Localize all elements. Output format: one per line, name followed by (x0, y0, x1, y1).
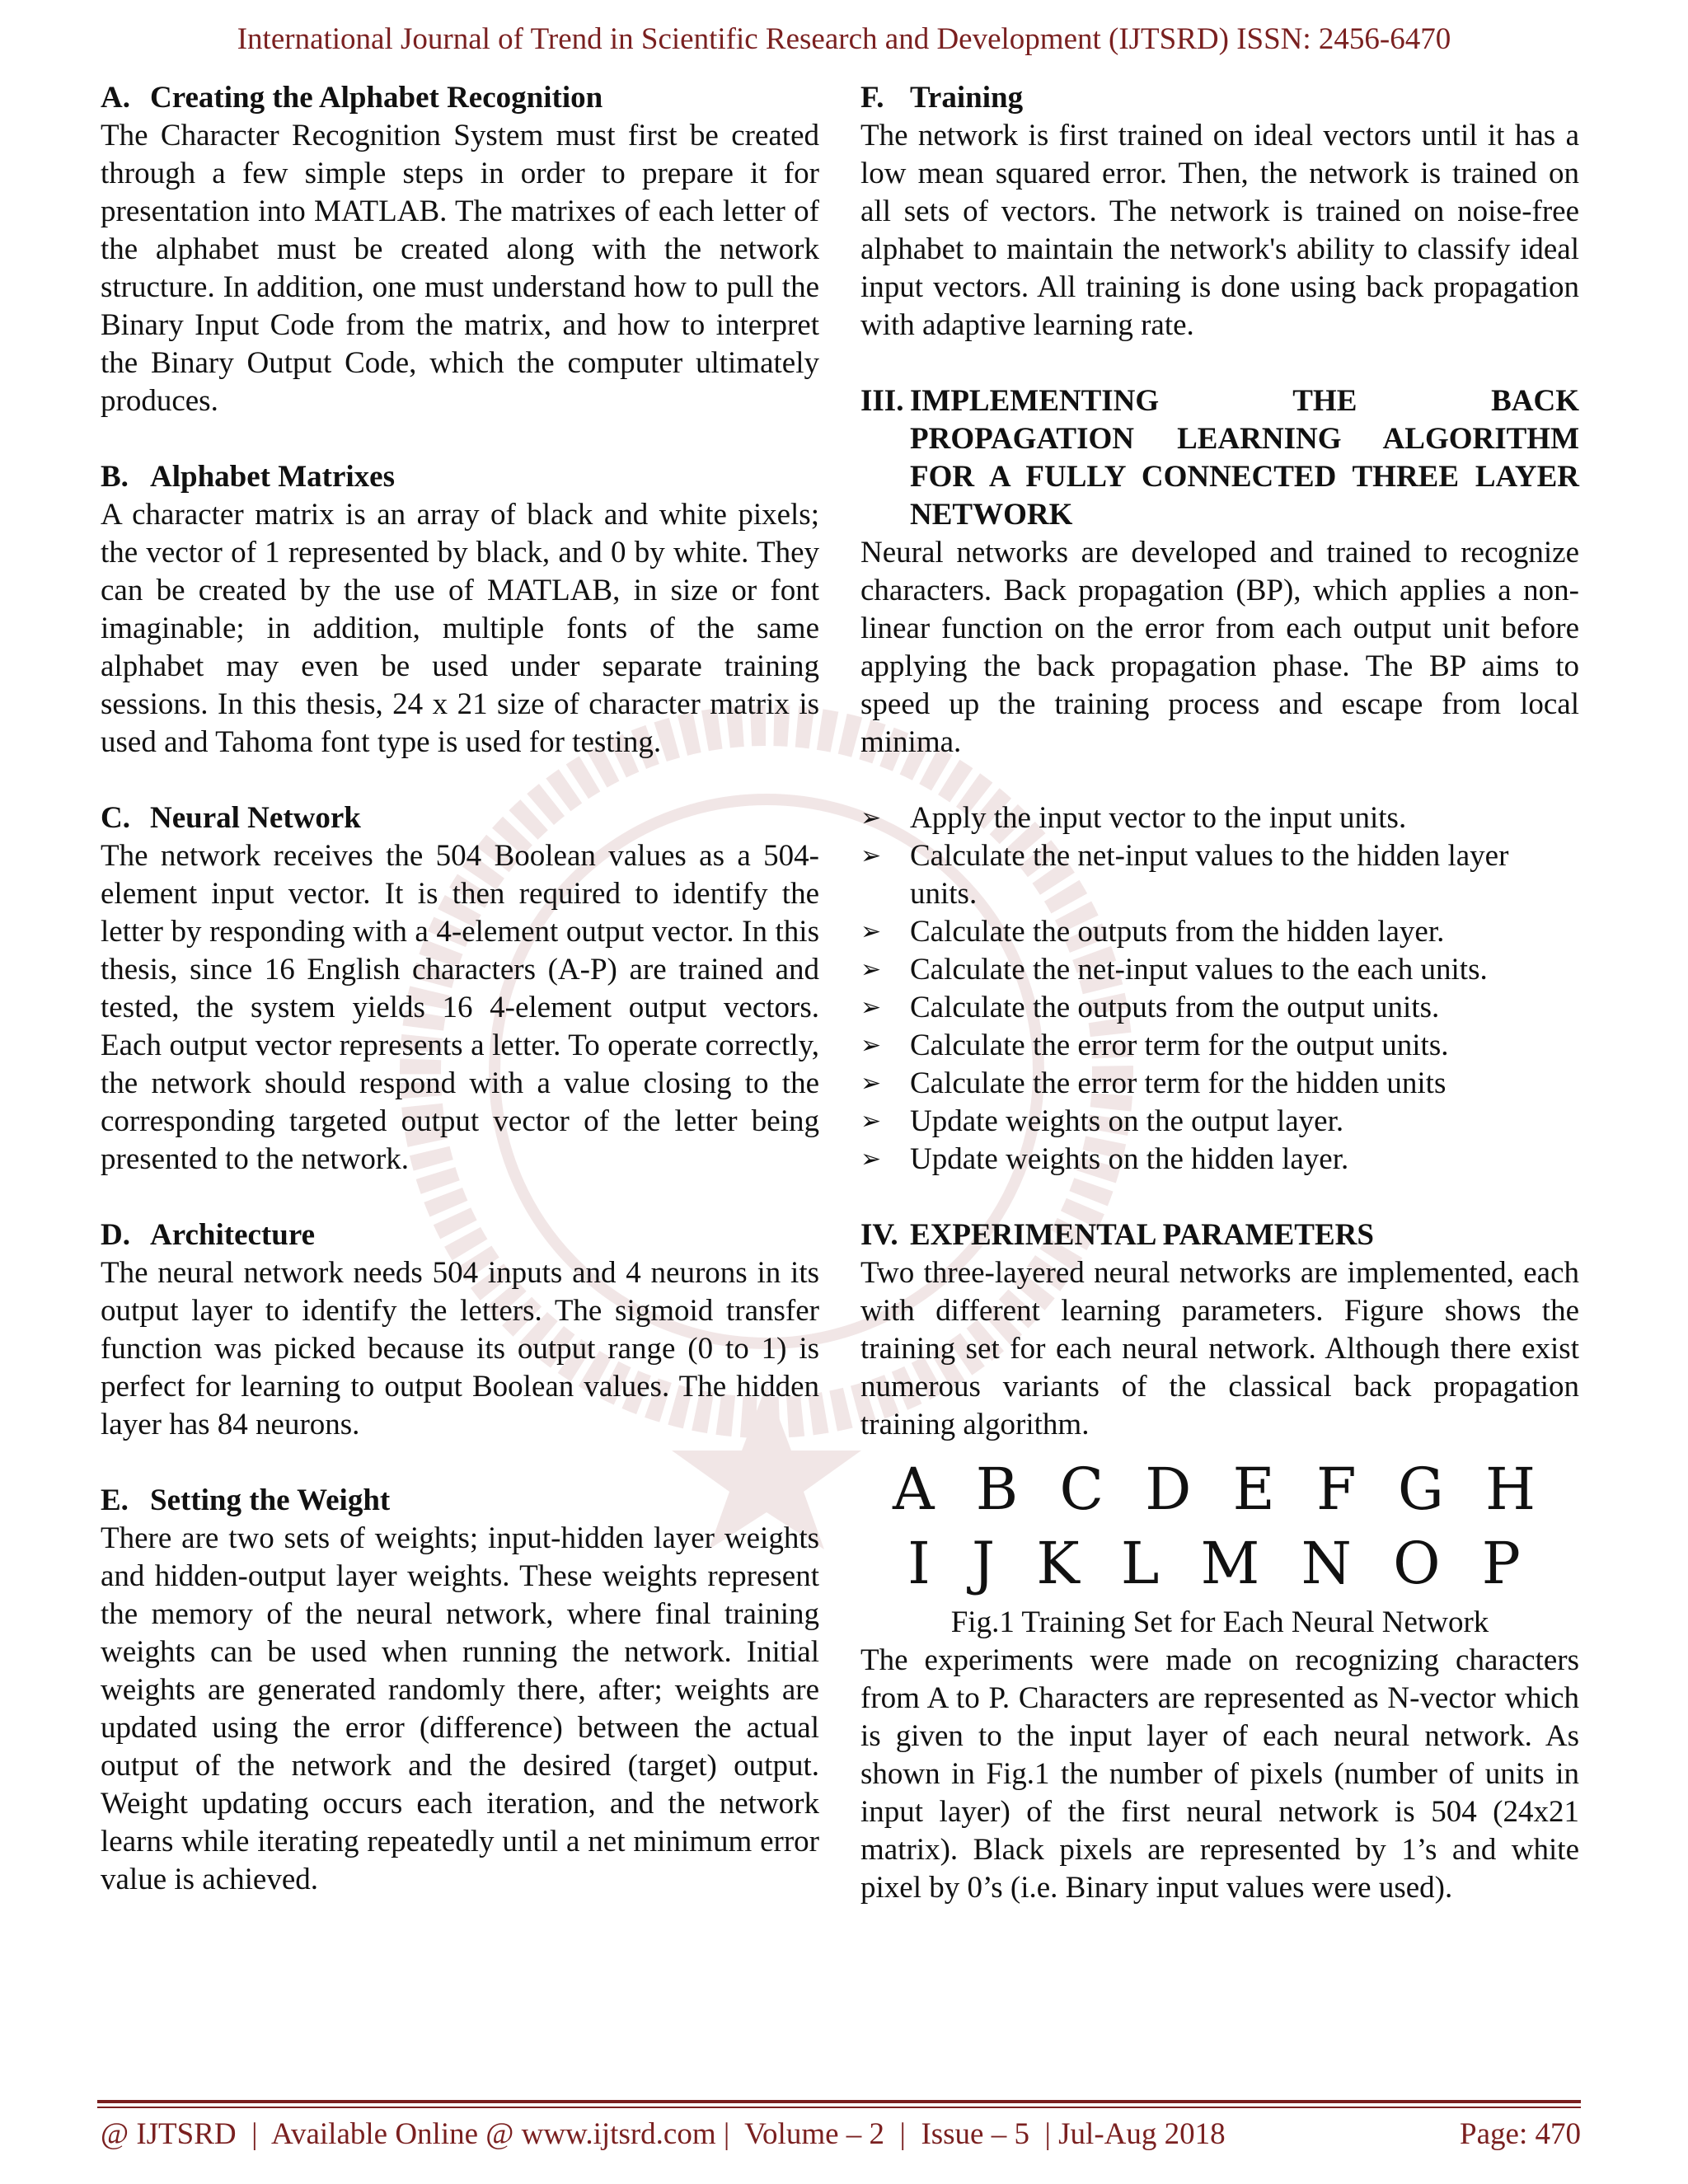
section-c-body: The network receives the 504 Boolean values as a 504-element input vector. It is then required to identify the letter by responding with a 4-element output vector. In this thesis, since 16 English characters (A-P) are trained and tested, the system yields 16 4-element output vectors. Each output vector represents a letter. To operate correctly, the network should respond with a value closing to the corresponding targeted output vector of the letter being presented to the network. (101, 839, 819, 1176)
section-iv-heading (860, 1216, 1579, 1254)
arrow-bullet-icon: ➢ (860, 841, 882, 870)
section-b-heading (101, 458, 819, 496)
list-item (860, 1065, 1579, 1103)
section-iii-title-rest: PROPAGATION LEARNING ALGORITHM FOR A FULLY CONNECTED THREE LAYER NETWORK (910, 422, 1579, 532)
arrow-bullet-icon: ➢ (860, 1069, 882, 1098)
arrow-bullet-icon: ➢ (860, 1031, 882, 1060)
list-item-text: Calculate the error term for the hidden units (910, 1066, 1447, 1100)
footer-rule (97, 2100, 1581, 2103)
section-number: IV. (860, 1218, 898, 1252)
list-item (860, 989, 1579, 1027)
journal-header: International Journal of Trend in Scientific Research and Development (IJTSRD) ISSN: 2456-6470 (237, 22, 1451, 56)
section-e-heading (101, 1482, 819, 1520)
section-title: Setting the Weight (150, 1483, 391, 1517)
section-letter: E. (101, 1483, 129, 1517)
section-letter: D. (101, 1218, 130, 1252)
section-a-body: The Character Recognition System must first be created through a few simple steps in order to prepare it for presentation into MATLAB. The matrixes of each letter of the alphabet must be created along with the network structure. In addition, one must understand how to pull the Binary Input Code from the matrix, and how to interpret the Binary Output Code, which the computer ultimately produces. (101, 119, 819, 418)
section-b-body: A character matrix is an array of black and white pixels; the vector of 1 represented by black, and 0 by white. They can be created by the use of MATLAB, in size or font imaginable; in addition, multiple fonts of the same alphabet may even be used under separate training sessions. In this thesis, 24 x 21 size of character matrix is used and Tahoma font type is used for testing. (101, 498, 819, 759)
section-a-heading (101, 79, 819, 117)
list-item (860, 951, 1579, 989)
section-title: Architecture (150, 1218, 315, 1252)
figure-letters-row2: I J K L M N O P (907, 1530, 1532, 1597)
training-set-figure (860, 1452, 1579, 1601)
arrow-bullet-icon: ➢ (860, 917, 882, 946)
section-iii-title-wrap (910, 382, 1579, 534)
list-item (860, 1141, 1579, 1179)
arrow-bullet-icon: ➢ (860, 804, 882, 832)
section-d-heading (101, 1216, 819, 1254)
footer-info: @ IJTSRD | Available Online @ www.ijtsrd.com | Volume – 2 | Issue – 5 | Jul-Aug 2018 (101, 2117, 1226, 2151)
section-iv-body: Two three-layered neural networks are implemented, each with different learning parameters. Figure shows the training set for each neural network. Although there exist numerous variants of the classical back propagation training algorithm. (860, 1256, 1579, 1441)
section-iii-heading (860, 382, 1579, 534)
section-letter: C. (101, 801, 130, 835)
section-letter: B. (101, 460, 129, 494)
list-item (860, 799, 1579, 837)
page-number: Page: 470 (1460, 2117, 1581, 2151)
list-item-text: Calculate the net-input values to the each units. (910, 953, 1488, 987)
arrow-bullet-icon: ➢ (860, 993, 882, 1022)
section-title: EXPERIMENTAL PARAMETERS (910, 1218, 1374, 1252)
left-column (101, 79, 819, 1899)
bp-steps-list (860, 799, 1579, 1179)
section-title: Training (910, 81, 1024, 115)
arrow-bullet-icon: ➢ (860, 955, 882, 984)
section-letter: A. (101, 81, 130, 115)
section-title: Neural Network (150, 801, 361, 835)
list-item-text: Calculate the outputs from the hidden layer. (910, 915, 1445, 949)
section-title: Alphabet Matrixes (150, 460, 395, 494)
page-footer (101, 2116, 1581, 2152)
list-item-text: Calculate the outputs from the output units. (910, 991, 1440, 1024)
list-item-text: Calculate the error term for the output units. (910, 1029, 1449, 1062)
section-title: Creating the Alphabet Recognition (150, 81, 603, 115)
figure-letters-row1: A B C D E F G H (892, 1455, 1548, 1523)
list-item-text: Update weights on the output layer. (910, 1104, 1344, 1138)
footer-rule-thin (97, 2107, 1581, 2108)
list-item-text: Apply the input vector to the input units. (910, 801, 1407, 835)
list-item (860, 1103, 1579, 1141)
section-iv-body2: The experiments were made on recognizing characters from A to P. Characters are represented as N-vector which is given to the input layer of each neural network. As shown in Fig.1 the number of pixels (number of units in input layer) of the first neural network is 504 (24x21 matrix). Black pixels are represented by 1’s and white pixel by 0’s (i.e. Binary input values were used). (860, 1643, 1579, 1905)
list-item-text: Calculate the net-input values to the hidden layer units. (910, 839, 1509, 911)
arrow-bullet-icon: ➢ (860, 1107, 882, 1136)
section-f-body: The network is first trained on ideal vectors until it has a low mean squared error. Then, the network is trained on all sets of vectors. The network is trained on noise-free alphabet to maintain the network's ability to classify ideal input vectors. All training is done using back propagation with adaptive learning rate. (860, 119, 1579, 342)
section-e-body: There are two sets of weights; input-hidden layer weights and hidden-output layer weights. These weights represent the memory of the neural network, where final training weights can be used when running the network. Initial weights are generated randomly there, after; weights are updated using the error (difference) between the actual output of the network and the desired (target) output. Weight updating occurs each iteration, and the network learns while iterating repeatedly until a net minimum error value is achieved. (101, 1521, 819, 1896)
list-item (860, 837, 1579, 913)
section-iii-body: Neural networks are developed and trained to recognize characters. Back propagation (BP), which applies a non-linear function on the error from each output unit before applying the back propagation phase. The BP aims to speed up the training process and escape from local minima. (860, 536, 1579, 759)
section-number: III. (860, 384, 904, 418)
section-d-body: The neural network needs 504 inputs and 4 neurons in its output layer to identify the letters. The sigmoid transfer function was picked because its output range (0 to 1) is perfect for learning to output Boolean values. The hidden layer has 84 neurons. (101, 1256, 819, 1441)
list-item-text: Update weights on the hidden layer. (910, 1142, 1349, 1176)
section-iii-title-line1: IMPLEMENTING THE BACK (910, 384, 1579, 418)
arrow-bullet-icon: ➢ (860, 1145, 882, 1174)
list-item (860, 1027, 1579, 1065)
figure-caption: Fig.1 Training Set for Each Neural Network (950, 1605, 1489, 1639)
list-item (860, 913, 1579, 951)
section-c-heading (101, 799, 819, 837)
section-f-heading (860, 79, 1579, 117)
section-letter: F. (860, 81, 884, 115)
right-column (860, 79, 1579, 1907)
